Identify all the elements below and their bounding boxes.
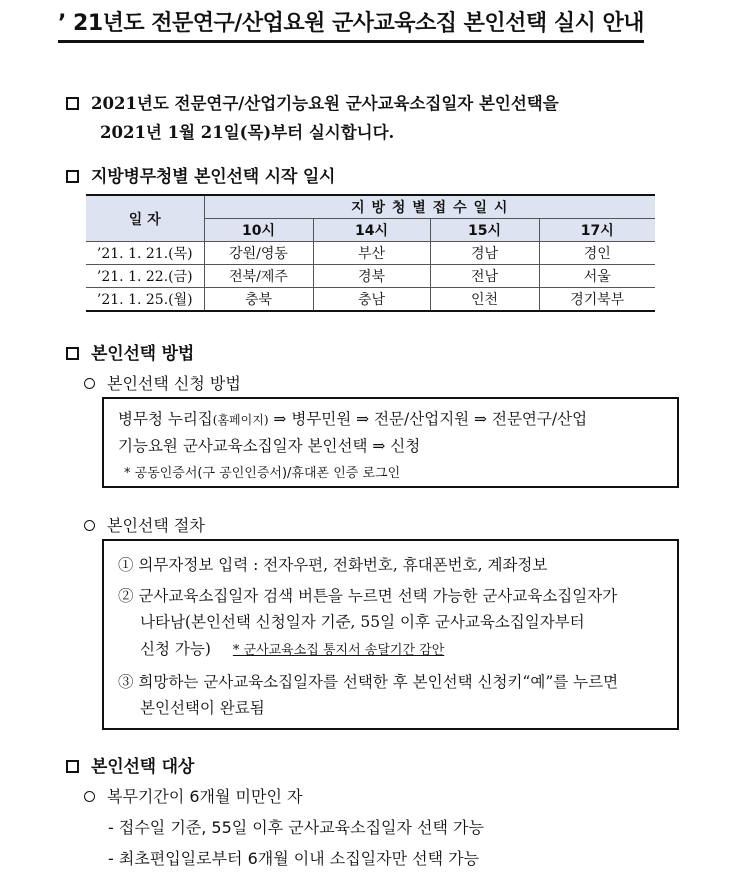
circle-bullet-icon [84,791,95,802]
step-3-line-2: 본인선택이 완료됨 [140,699,265,717]
time-header: 17시 [539,219,655,242]
apply-login-note: * 공동인증서(구 공인인증서)/휴대폰 인증 로그인 [124,466,401,481]
table-row [86,265,655,288]
target-sub-2: - 최초편입일로부터 6개월 이내 소집일자만 선택 가능 [108,849,480,868]
row-cell: 부산 [313,242,430,265]
row-cell: 전북/제주 [204,265,313,288]
table-row [86,288,655,312]
row-cell: 전남 [430,265,539,288]
row-cell: 충남 [313,288,430,312]
target-item: 복무기간이 6개월 미만인 자 [84,784,302,807]
step-3-line-1: ③ 희망하는 군사교육소집일자를 선택한 후 본인선택 신청키“예”를 누르면 [118,673,619,691]
group-column-header: 지 방 청 별 접 수 일 시 [204,195,655,219]
square-bullet-icon [66,347,79,360]
steps-box [102,539,679,730]
page-title-wrap [58,6,644,43]
circle-bullet-icon [84,378,95,389]
apply-box [102,397,679,488]
time-header: 10시 [204,219,313,242]
step-2-line-1: ② 군사교육소집일자 검색 버튼을 누르면 선택 가능한 군사교육소집일자가 [118,587,618,605]
row-cell: 서울 [539,265,655,288]
method-heading: 본인선택 방법 [66,339,194,364]
square-bullet-icon [66,170,79,183]
step-2-line-3: 신청 가능) * 군사교육소집 통지서 송달기간 감안 [140,640,445,658]
table-row [86,242,655,265]
row-cell: 경기북부 [539,288,655,312]
row-cell: 경북 [313,265,430,288]
row-cell: 경인 [539,242,655,265]
intro-line-2: 2021년 1월 21일(목)부터 실시합니다. [100,123,395,142]
apply-subheading: 본인선택 신청 방법 [84,371,241,394]
steps-subheading: 본인선택 절차 [84,513,205,536]
row-date: ’21. 1. 25.(월) [86,288,204,312]
schedule-heading: 지방병무청별 본인선택 시작 일시 [66,162,335,187]
row-cell: 충북 [204,288,313,312]
target-heading: 본인선택 대상 [66,752,194,777]
time-header: 14시 [313,219,430,242]
row-date: ’21. 1. 22.(금) [86,265,204,288]
intro-line-1: 2021년도 전문연구/산업기능요원 군사교육소집일자 본인선택을 [66,90,559,114]
step-2-line-2: 나타남(본인선택 신청일자 기준, 55일 이후 군사교육소집일자부터 [140,613,585,631]
row-cell: 강원/영동 [204,242,313,265]
apply-path-line-2: 기능요원 군사교육소집일자 본인선택 ⇒ 신청 [118,437,421,455]
circle-bullet-icon [84,520,95,531]
table-header-row [86,195,655,219]
square-bullet-icon [66,97,79,110]
target-sub-1: - 접수일 기준, 55일 이후 군사교육소집일자 선택 가능 [108,818,484,837]
apply-path-line-1: 병무청 누리집(홈페이지) ⇒ 병무민원 ⇒ 전문/산업지원 ⇒ 전문연구/산업 [118,410,588,428]
row-cell: 인천 [430,288,539,312]
time-header: 15시 [430,219,539,242]
date-column-header: 일 자 [86,195,204,242]
row-date: ’21. 1. 21.(목) [86,242,204,265]
step-1: ① 의무자정보 입력 : 전자우편, 전화번호, 휴대폰번호, 계좌정보 [118,556,548,574]
row-cell: 경남 [430,242,539,265]
page-title: ’ 21년도 전문연구/산업요원 군사교육소집 본인선택 실시 안내 [58,6,644,43]
schedule-table [86,194,655,312]
delivery-note: * 군사교육소집 통지서 송달기간 감안 [232,643,445,658]
square-bullet-icon [66,760,79,773]
